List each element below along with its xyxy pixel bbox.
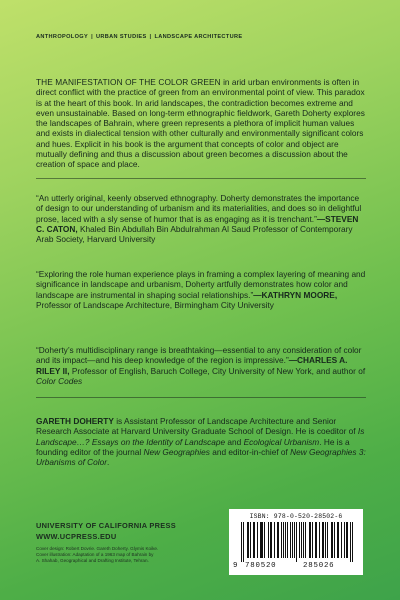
bio-text: . [107,457,110,468]
credit-line: A. Shahab, Geographical and Drafting Institute, Tehran. [36,558,149,564]
endorsement-moore [36,269,366,310]
bio-book-title: Is Landscape…? Essays on the Identity of Landscape [36,426,365,447]
barcode-bar [341,522,342,558]
description-text: in arid urban environments is often in direct conflict with the practice of green from an environmental point of view. This paradox is at the heart of this book. In arid landscapes, the contradiction becomes extreme and even unsustainable. Based on long-term ethnographic fieldwork, Gareth Doherty explores the landscapes of Bahrain, where green represents a plethora of implicit human values and exists in dialectical tension with other culturally and environmentally significant colors and hues. Explicit in his book is the argument that concepts of color and object are mutually defining and thus a discussion about green becomes a discussion about the creation of space and place. [36,77,365,170]
divider-top [36,178,366,179]
description-lead: THE MANIFESTATION OF THE COLOR GREEN [36,77,221,87]
isbn-barcode [229,509,363,575]
author-name: GARETH DOHERTY [36,416,114,426]
barcode-bar [332,522,333,558]
barcode-bar [334,522,335,558]
barcode-bar [250,522,251,558]
barcode-bars [241,522,353,562]
barcode-bar [278,522,279,558]
barcode-bar [323,522,324,558]
barcode-bar [241,522,242,562]
barcode-bar [294,522,295,558]
barcode-bar [310,522,311,558]
bio-text: . He is a founding editor of the journal [36,436,350,457]
subject-separator: | [91,34,93,40]
endorsement-text: “Doherty’s multidisciplinary range is breathtaking—essential to any consideration of color and its impact—and his deep knowledge of the region is impressive.” [36,345,362,366]
isbn-number: ISBN: 978-0-520-28502-6 [249,513,343,520]
credit-line: Cover illustration: Adaptation of a 1963 map of Bahrain by [36,552,154,558]
endorsement-text: “An utterly original, keenly observed ethnography. Doherty demonstrates the importance of design to our understanding of urbanism and its materialities, and does so in delightful prose, laced with a sly sense of humor that is as engaging as it is trenchant.” [36,193,362,224]
endorser-affiliation: Professor of Landscape Architecture, Birmingham City University [36,299,274,310]
subject-anthropology: ANTHROPOLOGY [36,34,89,40]
barcode-bar [271,522,272,558]
bio-book-title: New Geographies 3: Urbanisms of Color [36,446,366,468]
barcode-bar [248,522,249,558]
barcode-bar [281,522,282,558]
endorser-name: —KATHRYN MOORE, [253,289,338,300]
subject-categories [36,34,380,40]
barcode-bar [296,522,297,562]
barcode-bar [283,522,284,558]
barcode-bar [243,522,244,562]
barcode-bar [257,522,258,558]
credit-line: Cover design: Robert Dovrie. Gareth Doherty. Glymis Koike. [36,546,159,551]
ean-left-group: 780520 [245,562,277,570]
publisher-url[interactable]: WWW.UCPRESS.EDU [36,532,117,541]
endorser-book-title: Color Codes [36,375,83,386]
subject-landscape-architecture: LANDSCAPE ARCHITECTURE [154,34,243,40]
barcode-bar [347,522,348,558]
bio-book-title: Ecological Urbanism [243,436,320,447]
barcode-bar [303,522,304,558]
barcode-bar [305,522,306,558]
bio-text: is Assistant Professor of Landscape Architecture and Senior Research Associate at Harvard University Graduate School of Design. He is coeditor of [36,416,358,437]
barcode-bar [262,522,263,558]
barcode-bar [264,522,265,558]
endorser-name: —CHARLES A. RILEY II, [36,355,348,376]
endorsement-riley [36,345,366,386]
endorsement-caton [36,193,366,244]
subject-separator: | [149,34,152,40]
barcode-bar [301,522,302,558]
subject-urban-studies: URBAN STUDIES [95,34,147,40]
ean-first-digit: 9 [233,562,239,570]
book-description [36,77,366,170]
barcode-bar [287,522,288,558]
barcode-bar [344,522,345,558]
author-bio [36,416,366,467]
barcode-bar [338,522,339,558]
barcode-bar [290,522,291,558]
ean-right-group: 285026 [303,562,335,570]
barcode-bar [316,522,317,558]
barcode-bar [352,522,353,562]
endorser-name: —STEVEN C. CATON, [36,213,359,234]
bio-text: and editor-in-chief of [209,446,291,457]
divider-bottom [36,397,366,398]
publisher-name: UNIVERSITY OF CALIFORNIA PRESS [36,521,176,530]
barcode-bar [268,522,269,558]
barcode-bar [350,522,351,562]
bio-text: and [225,436,244,447]
endorsement-text: “Exploring the role human experience plays in framing a complex layering of meaning and significance in landscape and urbanism, Doherty artfully demonstrates how color and landscape are instrumental in shaping social relationships.” [36,269,366,300]
endorser-affiliation: Khaled Bin Abdullah Bin Abdulrahman Al Saud Professor of Contemporary Arab Society, Harvard University [36,223,353,245]
cover-credits [36,546,196,565]
barcode-bar [327,522,328,558]
barcode-bar [319,522,320,558]
endorser-affiliation: Professor of English, Baruch College, City University of New York, and author of [69,365,366,376]
barcode-bar [312,522,313,558]
barcode-bar [274,522,275,558]
publisher-block [36,520,176,542]
barcode-bar [325,522,326,558]
barcode-bar [254,522,255,558]
bio-journal-title: New Geographies [143,446,210,457]
